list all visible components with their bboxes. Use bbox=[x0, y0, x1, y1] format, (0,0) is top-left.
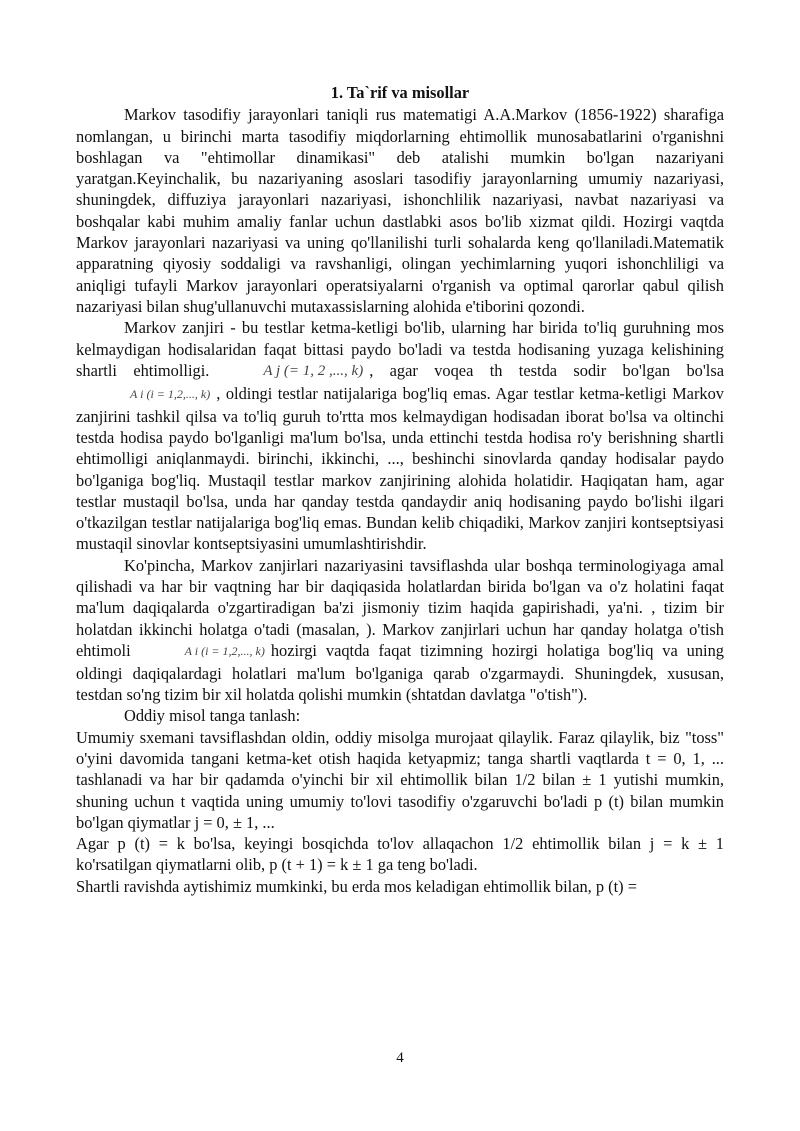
formula-image: A j (= 1, 2 ,..., k) bbox=[263, 363, 364, 380]
section-heading: 1. Ta`rif va misollar bbox=[330, 83, 470, 102]
formula-image: A i (i = 1,2,..., k) bbox=[130, 387, 211, 402]
paragraph-markov-chain bbox=[76, 317, 724, 554]
document-page bbox=[76, 82, 724, 897]
page-number: 4 bbox=[396, 1050, 404, 1066]
formula-image: A i (i = 1,2,..., k) bbox=[184, 644, 265, 659]
paragraph-text: Markov zanjiri - bu testlar ketma-ketligi bo'lib, ularning har birida to'liq guruhning mos kelmaydigan hodisalaridan faqat bittasi paydo bo'ladi va testda hodisaning yuzaga kelishining shartli ehtimolligi. bbox=[76, 318, 724, 380]
paragraph-intro: Markov tasodifiy jarayonlari taniqli rus matematigi A.A.Markov (1856-1922) sharafiga nomlangan, u birinchi marta tasodifiy miqdorlarning ehtimollik munosabatlarini o'rganishni boshlagan va "ehtimollar dinamikasi" deb atalishi mumkin bo'lgan nazariyani yaratgan.Keyinchalik, bu nazariyaning asoslari tasodifiy jarayonlarning umumiy nazariyasi, shuningdek, diffuziya jarayonlari nazariyasi, ishonchlilik nazariyasi, navbat nazariyasi va boshqalar kabi muhim amaliy fanlar uchun dastlabki asos bo'lib xizmat qildi. Hozirgi vaqtda Markov jarayonlari nazariyasi va uning qo'llanilishi turli sohalarda keng qo'llaniladi.Matematik apparatning qiyosiy soddaligi va ravshanligi, olingan yechimlarning yuqori ishonchliligi va aniqligi tufayli Markov jarayonlari operatsiyalarni o'rganish va optimal qarorlar qabul qilish nazariyasi bilan shug'ullanuvchi mutaxassislarning alohida e'tiborini qozondi. bbox=[76, 105, 724, 316]
paragraph-text: Ko'pincha, Markov zanjirlari nazariyasini tavsiflashda ular boshqa terminologiyaga amal qilishadi va har bir vaqtning har bir daqiqasida holatlardan birida bo'lgan va o'z holatini faqat ma'lum daqiqalarda o'zgartiradigan ba'zi jismoniy tizim haqida gapirishadi, ya'ni. , tizim bir holatdan ikkinchi holatga o'tadi (masalan, ). Markov zanjirlari uchun har qanday holatga o'tish ehtimoli bbox=[76, 555, 724, 660]
paragraph-payout: Agar p (t) = k bo'lsa, keyingi bosqichda to'lov allaqachon 1/2 ehtimollik bilan j = k ± 1 ko'rsatilgan qiymatlarni olib, p (t + 1) = k ± 1 ga teng bo'ladi. bbox=[76, 834, 724, 875]
paragraph-text: , oldingi testlar natijalariga bog'liq emas. Agar testlar ketma-ketligi Markov zanjirini tashkil qilsa va to'liq guruh to'rtta mos kelmaydigan hodisadan iborat bo'lsa va oltinchi testda hodisa paydo bo'lganligi ma'lum bo'lsa, unda ettinchi testda hodisa ro'y berishning shartli ehtimolligi aniqlanmaydi. birinchi, ikkinchi, ..., beshinchi sinovlarda qanday hodisalar paydo bo'lganiga bog'liq. Mustaqil testlar markov zanjirining alohida holatidir. Haqiqatan ham, agar testlar mustaqil bo'lsa, unda har qanday testda qandaydir aniq hodisaning paydo bo'lishi ilgari o'tkazilgan testlar natijalariga bog'liq emas. Bundan kelib chiqadiki, Markov zanjiri kontseptsiyasi mustaqil sinovlar kontseptsiyasini umumlashtirishdir. bbox=[76, 383, 724, 554]
paragraph-text: , agar voqea th testda sodir bo'lgan bo'lsa bbox=[369, 360, 724, 380]
paragraph-text: hozirgi vaqtda faqat tizimning hozirgi holatiga bog'liq va uning oldingi daqiqalardagi holatlari ma'lum bo'lganiga qarab o'zgarmaydi. Shuningdek, xususan, testdan so'ng tizim bir xil holatda qolishi mumkin (shtatdan davlatga "o'tish"). bbox=[76, 640, 724, 705]
paragraph-example: Umumiy sxemani tavsiflashdan oldin, oddiy misolga murojaat qilaylik. Faraz qilaylik, biz "toss" o'yini davomida tangani ketma-ket otish haqida ketyapmiz; tanga shartli vaqtlarda t = 0, 1, ... tashlanadi va har bir qadamda o'yinchi bir xil ehtimollik bilan 1/2 bilan ± 1 yutishi mumkin, shuning uchun t vaqtida uning umumiy to'lovi tasodifiy o'zgaruvchi bo'ladi p (t) bilan mumkin bo'lgan qiymatlar j = 0, ± 1, ... bbox=[76, 727, 724, 832]
paragraph-conditional: Shartli ravishda aytishimiz mumkinki, bu erda mos keladigan ehtimollik bilan, p (t) = bbox=[76, 876, 637, 896]
paragraph-example-title: Oddiy misol tanga tanlash: bbox=[124, 706, 301, 726]
paragraph-terminology bbox=[76, 555, 724, 706]
